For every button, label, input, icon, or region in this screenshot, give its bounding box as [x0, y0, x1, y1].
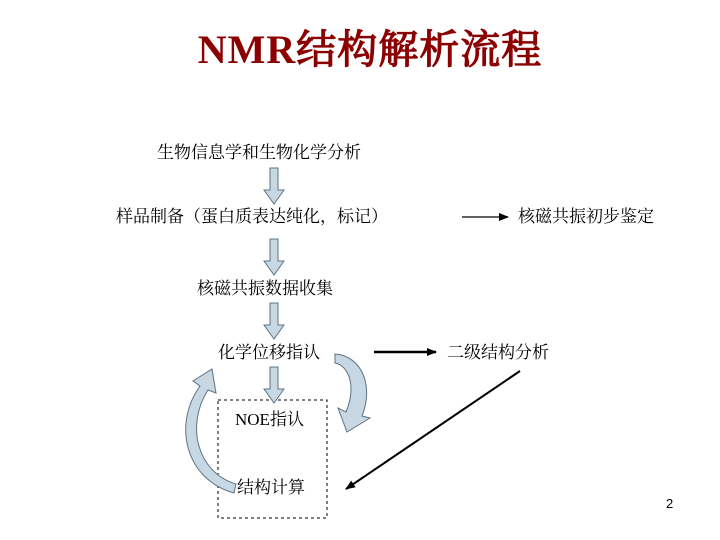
down-arrow-3 [264, 303, 284, 339]
step-sample-prep: 样品制备（蛋白质表达纯化，标记） [116, 207, 388, 227]
curved-arrow-left [186, 369, 236, 493]
page-number: 2 [666, 496, 674, 511]
arrow-to-structure-calc [346, 371, 520, 489]
step-noe: NOE指认 [235, 410, 304, 429]
step-data-collection: 核磁共振数据收集 [197, 279, 333, 299]
step-bioinfo: 生物信息学和生物化学分析 [157, 143, 361, 163]
step-chemical-shift: 化学位移指认 [218, 343, 320, 363]
down-arrow-2 [264, 239, 284, 275]
slide-title: NMR结构解析流程 [197, 27, 543, 72]
step-nmr-initial: 核磁共振初步鉴定 [518, 207, 654, 227]
curved-arrow-right [335, 354, 370, 432]
step-secondary-structure: 二级结构分析 [447, 343, 549, 363]
down-arrow-4 [264, 367, 284, 403]
step-structure-calc: 结构计算 [237, 478, 305, 498]
down-arrow-1 [264, 168, 284, 204]
